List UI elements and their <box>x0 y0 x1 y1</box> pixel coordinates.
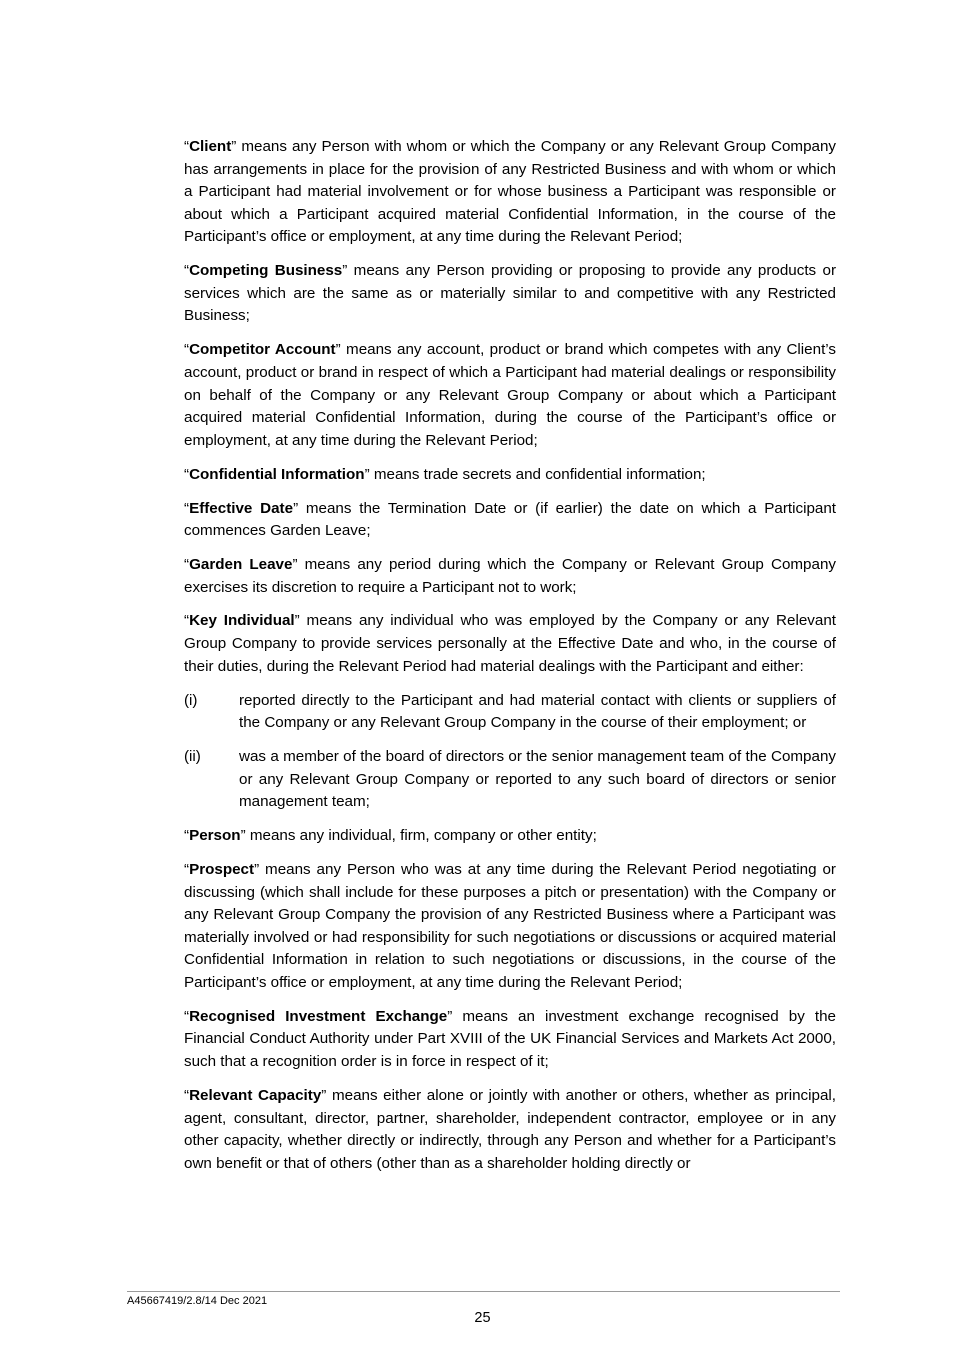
definition-text: means any individual who was employed by the Company or any Relevant Group Company to provide services personally at the Effective Date and who, in the course of their duties, during the Relevant Period had material dealings with the Participant and either: <box>184 612 836 675</box>
definition-term: Garden Leave <box>189 555 293 573</box>
definition-competitor-account: “Competitor Account” means any account, product or brand which competes with any Client’s account, product or brand in respect of which a Participant had material dealings or responsibility on behalf of the Company or any Relevant Group Company or about which a Participant acquired material Confidential Information, during the course of the Participant’s office or employment, at any time during the Relevant Period; <box>184 341 836 449</box>
definition-term: Person <box>189 827 241 845</box>
definition-text: means either alone or jointly with another or others, whether as principal, agent, consultant, director, partner, shareholder, independent contractor, employee or in any other capacity, whether directly or indirectly, through any Person and whether for a Participant’s own benefit or that of others (other than as a shareholder holding directly or <box>184 1086 836 1172</box>
definition-garden-leave: “Garden Leave” means any period during which the Company or Relevant Group Company exercises its discretion to require a Participant not to work; <box>184 555 836 596</box>
list-item-text: was a member of the board of directors or the senior management team of the Company or any Relevant Group Company or reported to any such board of directors or senior management team; <box>239 748 836 811</box>
definition-prospect: “Prospect” means any Person who was at any time during the Relevant Period negotiating or discussing (which shall include for these purposes a pitch or presentation) with the Company or any Relevant Group Company the provision of any Restricted Business where a Participant was materially involved or had responsibility for such negotiations or discussions or acquired material Confidential Information in relation to such negotiations or discussions, in the course of the Participant’s office or employment, at any time during the Relevant Period; <box>184 861 836 991</box>
list-item <box>184 690 836 735</box>
definition-term: Key Individual <box>189 612 295 630</box>
definition-client: “Client” means any Person with whom or which the Company or any Relevant Group Company has arrangements in place for the provision of any Restricted Business and with whom or which a Participant had material involvement or for whose business a Participant was responsible or about which a Participant acquired material Confidential Information, in the course of the Participant’s office or employment, at any time during the Relevant Period; <box>184 138 836 246</box>
definition-text: means any account, product or brand which competes with any Client’s account, product or brand in respect of which a Participant had material dealings or responsibility on behalf of the Company or any Relevant Group Company or about which a Participant acquired material Confidential Information, during the course of the Participant’s office or employment, at any time during the Relevant Period; <box>184 341 836 449</box>
definition-competing-business: “Competing Business” means any Person providing or proposing to provide any products or services which are the same as or materially similar to and competitive with any Restricted Business; <box>184 262 837 325</box>
definition-term: Competing Business <box>189 262 343 280</box>
footer-divider <box>127 1291 840 1292</box>
definition-text: means any Person with whom or which the Company or any Relevant Group Company has arrangements in place for the provision of any Restricted Business and with whom or which a Participant had material involvement or for whose business a Participant was responsible or about which a Participant acquired material Confidential Information, in the course of the Participant’s office or employment, at any time during the Relevant Period; <box>184 138 836 246</box>
definition-term: Competitor Account <box>189 341 336 359</box>
definition-relevant-capacity: “Relevant Capacity” means either alone or jointly with another or others, whether as principal, agent, consultant, director, partner, shareholder, independent contractor, employee or in any other capacity, whether directly or indirectly, through any Person and whether for a Participant’s own benefit or that of others (other than as a shareholder holding directly or <box>184 1086 836 1172</box>
list-item-number: (ii) <box>184 748 201 766</box>
document-reference: A45667419/2.8/14 Dec 2021 <box>127 1295 268 1307</box>
definition-person: “Person” means any individual, firm, company or other entity; <box>184 827 597 845</box>
definition-term: Client <box>189 138 232 155</box>
definition-text: means an investment exchange recognised by the Financial Conduct Authority under Part XVIII of the UK Financial Services and Markets Act 2000, such that a recognition order is in force in respect of it; <box>184 1007 836 1071</box>
definition-confidential-information: “Confidential Information” means trade secrets and confidential information; <box>184 465 706 483</box>
definition-term: Relevant Capacity <box>189 1086 322 1104</box>
definition-term: Confidential Information <box>189 465 365 483</box>
definition-text: means any Person providing or proposing to provide any products or services which are the same as or materially similar to and competitive with any Restricted Business; <box>184 262 837 325</box>
page-number: 25 <box>474 1310 491 1326</box>
definition-recognised-investment-exchange: “Recognised Investment Exchange” means an investment exchange recognised by the Financial Conduct Authority under Part XVIII of the UK Financial Services and Markets Act 2000, such that a recognition order is in force in respect of it; <box>184 1007 836 1071</box>
document-body <box>184 136 836 1187</box>
definition-effective-date: “Effective Date” means the Termination Date or (if earlier) the date on which a Participant commences Garden Leave; <box>184 499 837 540</box>
definition-key-individual: “Key Individual” means any individual who was employed by the Company or any Relevant Group Company to provide services personally at the Effective Date and who, in the course of their duties, during the Relevant Period had material dealings with the Participant and either: <box>184 612 836 675</box>
definition-text: means trade secrets and confidential information; <box>369 465 706 483</box>
definition-term: Recognised Investment Exchange <box>189 1007 448 1025</box>
definition-text: means any Person who was at any time during the Relevant Period negotiating or discussing (which shall include for these purposes a pitch or presentation) with the Company or any Relevant Group Company the provision of any Restricted Business where a Participant was materially involved or had responsibility for such negotiations or discussions or acquired material Confidential Information in relation to such negotiations or discussions, in the course of the Participant’s office or employment, at any time during the Relevant Period; <box>184 861 836 991</box>
definition-text: means any period during which the Company or Relevant Group Company exercises its discretion to require a Participant not to work; <box>184 555 836 596</box>
definition-term: Effective Date <box>189 499 294 517</box>
definition-term: Prospect <box>189 861 255 878</box>
definition-text: means any individual, firm, company or other entity; <box>245 827 597 845</box>
list-item-number: (i) <box>184 691 198 709</box>
list-item-text: reported directly to the Participant and had material contact with clients or suppliers of the Company or any Relevant Group Company in the course of their employment; or <box>239 691 836 732</box>
list-item <box>184 746 836 814</box>
definition-text: means the Termination Date or (if earlier) the date on which a Participant commences Garden Leave; <box>184 499 837 540</box>
